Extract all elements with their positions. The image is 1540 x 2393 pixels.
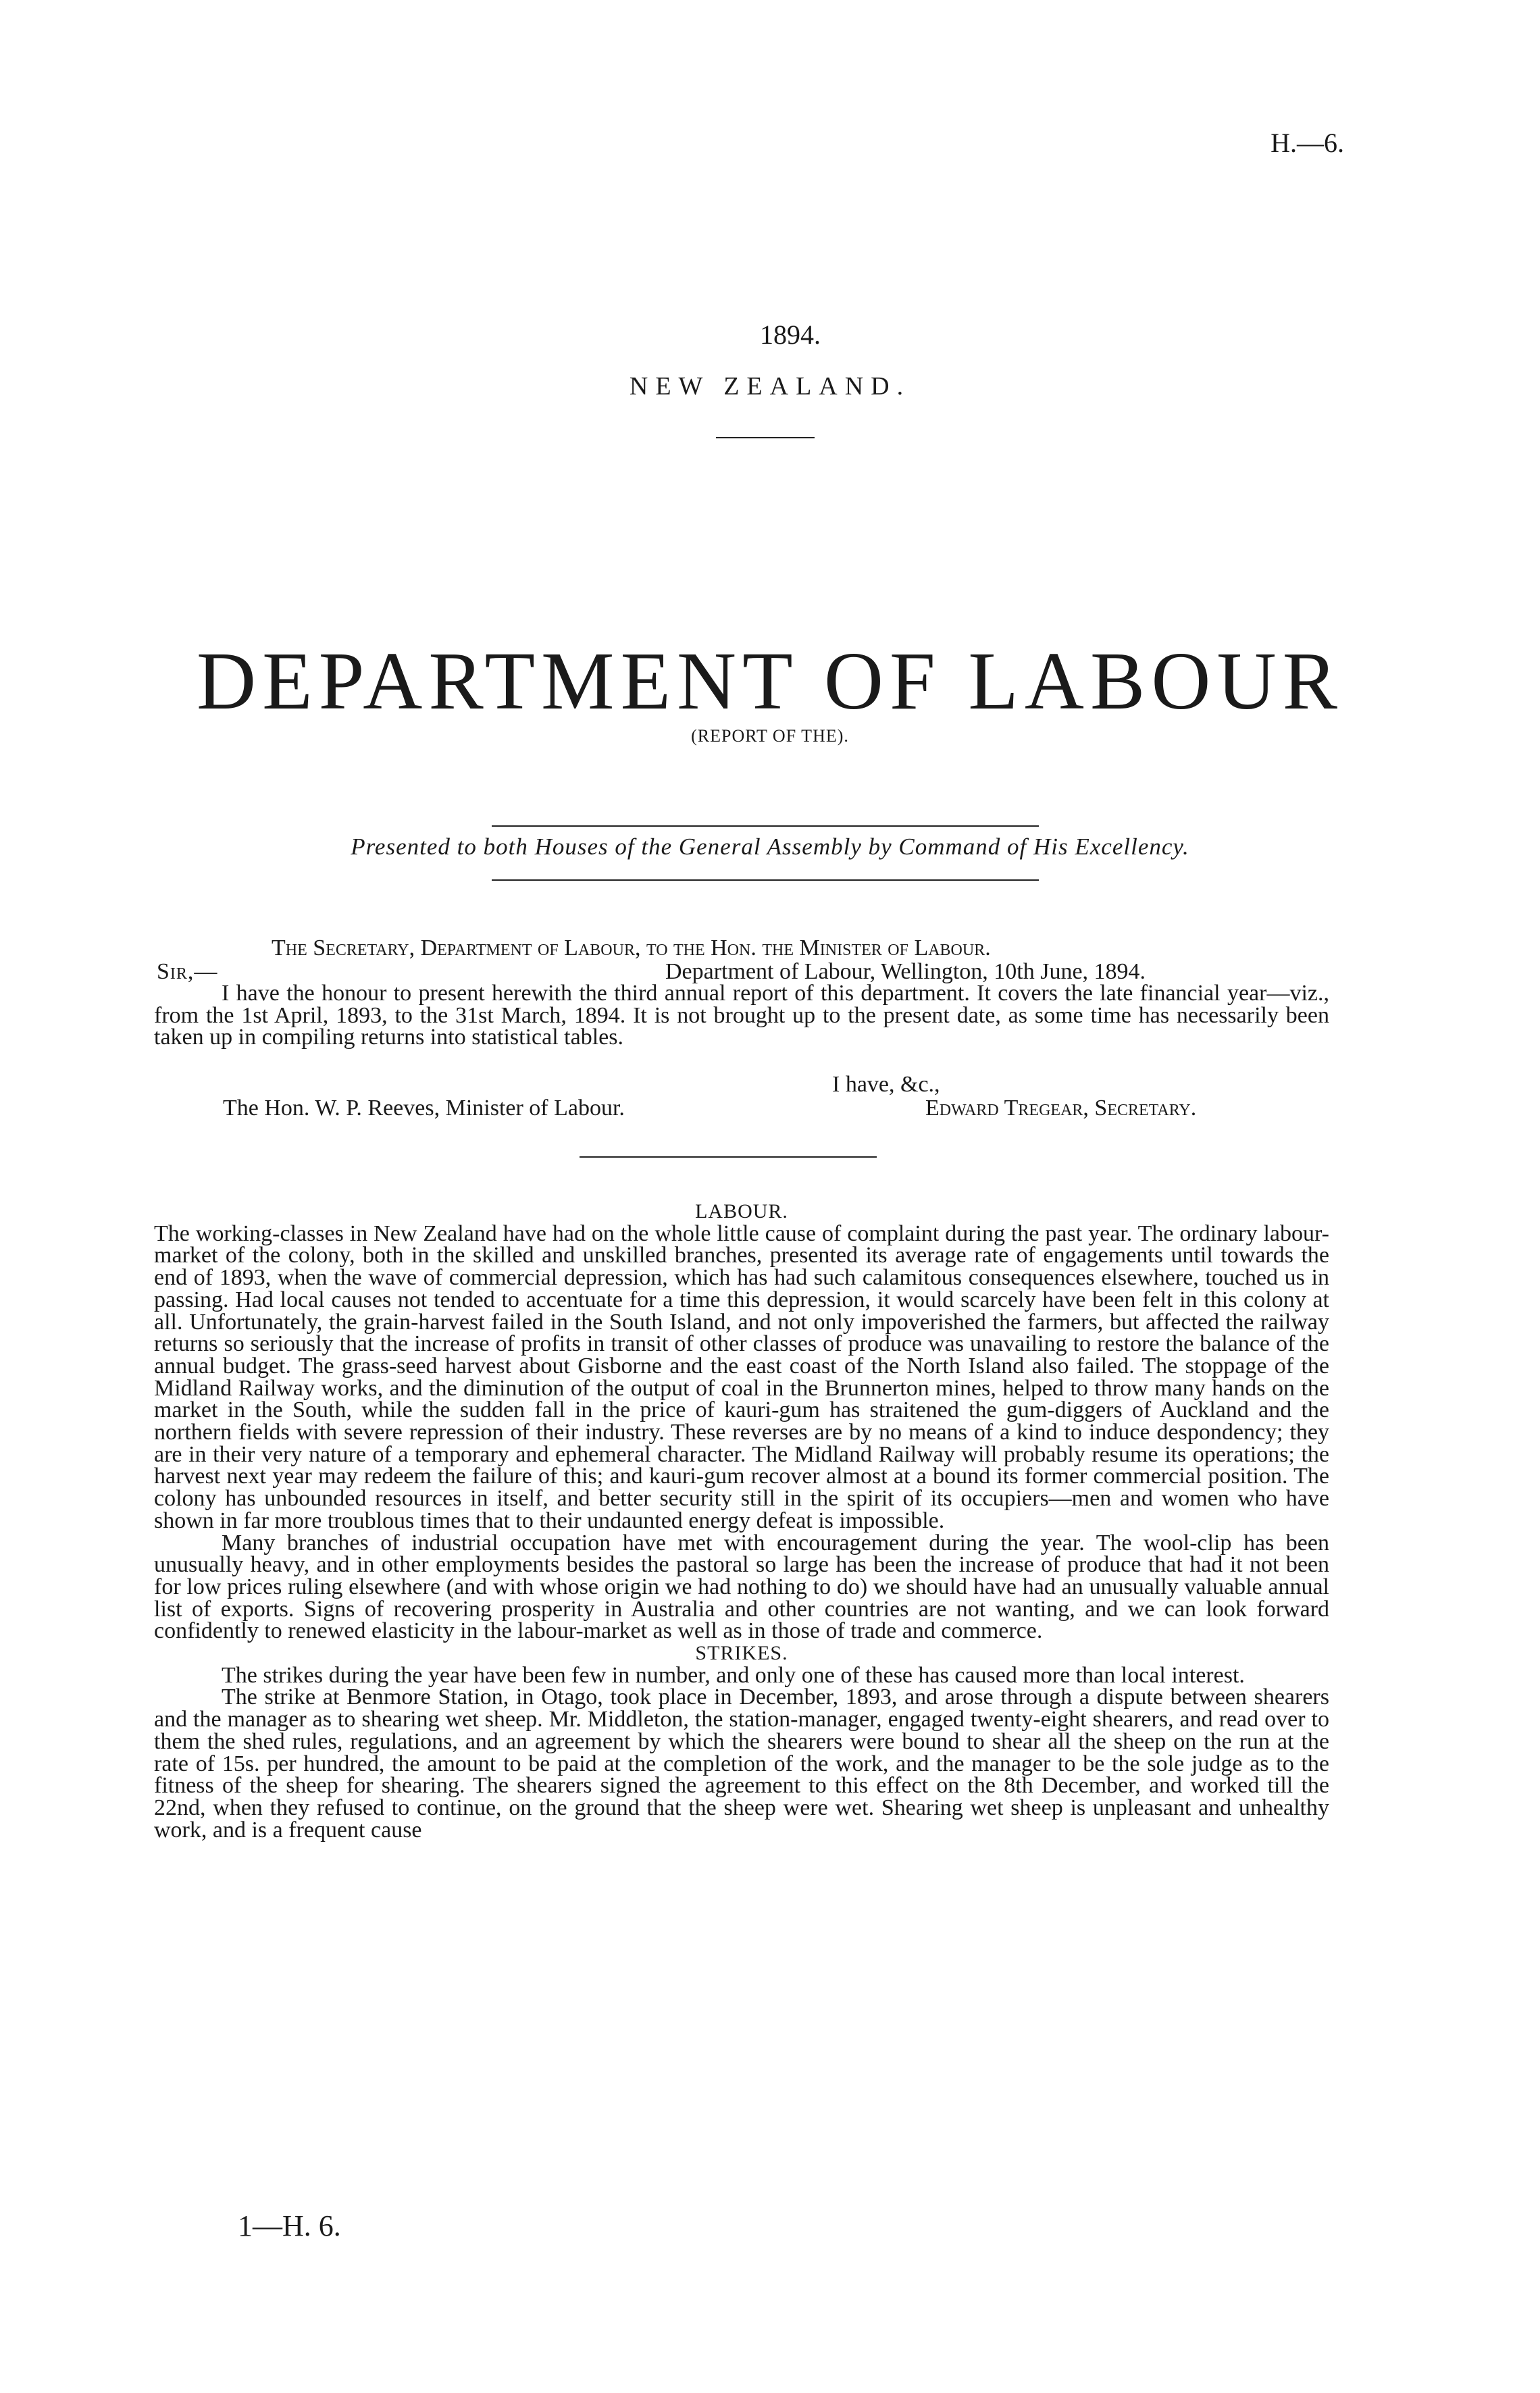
strikes-paragraph-1: The strikes during the year have been few in number, and only one of these has caused more than local interest. <box>222 1662 1245 1688</box>
letter-signature: Edward Tregear, Secretary. <box>925 1096 1197 1121</box>
document-title: DEPARTMENT OF LABOUR <box>197 636 1343 727</box>
letter-addressee: The Secretary, Department of Labour, to the Hon. the Minister of Labour. <box>272 935 991 960</box>
divider <box>492 825 1039 827</box>
labour-paragraph-2: Many branches of industrial occupation have met with encouragement during the year. The wool-clip has been unusually heavy, and in other employments besides the pastoral so large has been the increase of produce that had it not been for low prices ruling elsewhere (and with whose origin we had nothing to do) we should have had an unusually valuable annual list of exports. Signs of recovering prosperity in Australia and other countries are not wanting, and we can look forward confidently to renewed elasticity in the labour-market as well as in those of trade and commerce. <box>154 1530 1329 1644</box>
labour-heading: LABOUR. <box>695 1200 788 1223</box>
document-subtitle: (REPORT OF THE). <box>691 726 849 746</box>
strikes-paragraph-2: The strike at Benmore Station, in Otago, took place in December, 1893, and arose through a dispute between shearers and the manager as to shearing wet sheep. Mr. Middleton, the station-manager, engaged twenty-eight shearers, and read over to them the shed rules, regulations, and an agreement by which the shearers were bound to shear all the sheep on the run at the rate of 15s. per hundred, the amount to be paid at the completion of the work, and the manager to be the sole judge as to the fitness of the sheep for shearing. The shearers signed the agreement to this effect on the 8th December, and worked till the 22nd, when they refused to continue, on the ground that the sheep were wet. Shearing wet sheep is unpleasant and unhealthy work, and is a frequent cause <box>154 1684 1329 1843</box>
divider <box>716 437 815 438</box>
page-footer: 1—H. 6. <box>238 2209 341 2242</box>
presented-line: Presented to both Houses of the General Assembly by Command of His Excellency. <box>351 833 1189 860</box>
page-reference: H.—6. <box>1270 128 1344 158</box>
letter-place-date: Department of Labour, Wellington, 10th June, 1894. <box>665 959 1146 984</box>
strikes-heading: STRIKES. <box>695 1642 788 1665</box>
letter-recipient: The Hon. W. P. Reeves, Minister of Labour. <box>223 1096 625 1121</box>
labour-section <box>154 1201 1329 1841</box>
letter-body <box>154 983 1329 1049</box>
divider <box>492 879 1039 881</box>
country-heading: NEW ZEALAND. <box>629 372 911 401</box>
divider <box>580 1156 877 1158</box>
year: 1894. <box>760 319 821 350</box>
letter-salutation: Sir,— <box>157 959 218 984</box>
letter-closing: I have, &c., <box>832 1072 940 1097</box>
labour-paragraph-1: The working-classes in New Zealand have had on the whole little cause of complaint during the past year. The ordinary labour-market of the colony, both in the skilled and unskilled branches, presented its average rate of engagements until towards the end of 1893, when the wave of commercial depression, which has had such calamitous consequences elsewhere, touched us in passing. Had local causes not tended to accentuate for a time this depression, it would scarcely have been felt in this colony at all. Unfortunately, the grain-harvest failed in the South Island, and not only impoverished the farmers, but affected the railway returns so seriously that the increase of profits in transit of other classes of produce was unavailing to restore the balance of the annual budget. The grass-seed harvest about Gisborne and the east coast of the North Island also failed. The stoppage of the Midland Railway works, and the diminution of the output of coal in the Brunnerton mines, helped to throw many hands on the market in the South, while the sudden fall in the price of kauri-gum has straitened the gum-diggers of Auckland and the northern fields with severe repression of their industry. These reverses are by no means of a kind to induce despondency; they are in their very nature of a temporary and ephemeral character. The Midland Railway will probably resume its operations; the harvest next year may redeem the failure of this; and kauri-gum recover almost at a bound its former commercial position. The colony has unbounded resources in itself, and better security still in the spirit of its occupiers—men and women who have shown in far more troublous times that to their undaunted energy defeat is impossible. <box>154 1220 1329 1533</box>
letter-body-text: I have the honour to present herewith the third annual report of this department. It covers the late financial year—viz., from the 1st April, 1893, to the 31st March, 1894. It is not brought up to the present date, as some time has necessarily been taken up in compiling returns into statistical tables. <box>154 981 1329 1050</box>
